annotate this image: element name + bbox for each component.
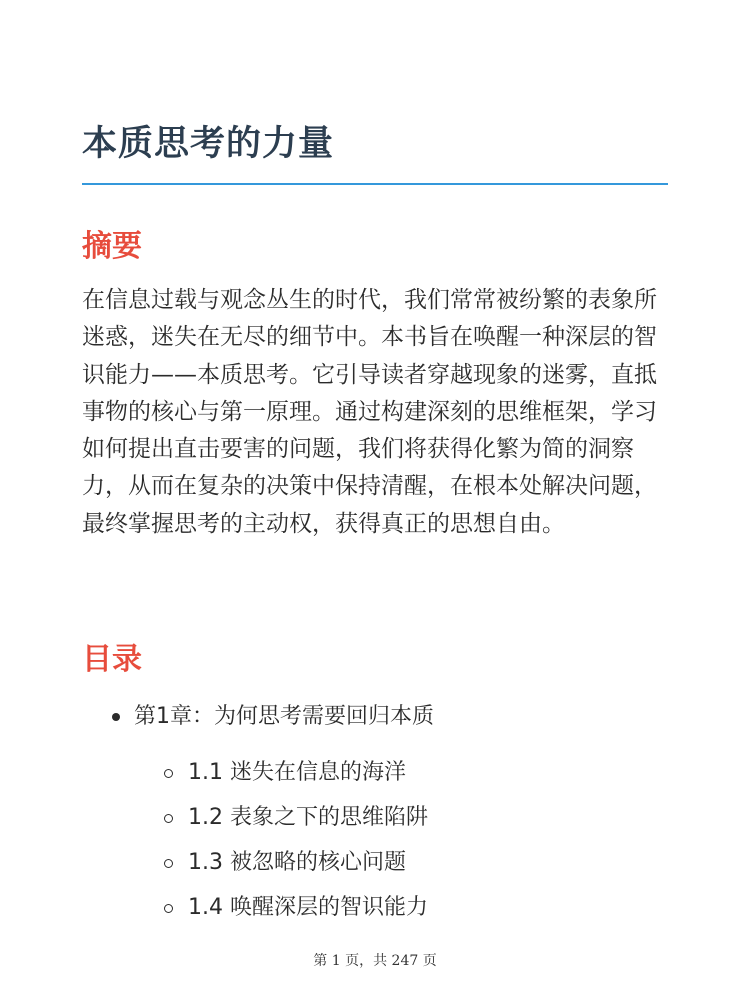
toc-list (82, 700, 668, 920)
toc-section-label[interactable]: 1.4 唤醒深层的智识能力 (188, 895, 428, 920)
circle-bullet-icon (164, 859, 173, 868)
toc-chapter-label[interactable]: 第1章：为何思考需要回归本质 (134, 704, 434, 729)
toc-section-label[interactable]: 1.1 迷失在信息的海洋 (188, 760, 406, 785)
toc-section-item[interactable] (82, 801, 668, 846)
toc-section-item[interactable] (82, 846, 668, 891)
toc-section-item[interactable] (82, 756, 668, 801)
abstract-heading: 摘要 (82, 229, 142, 264)
circle-bullet-icon (164, 814, 173, 823)
toc-section-label[interactable]: 1.3 被忽略的核心问题 (188, 850, 406, 875)
circle-bullet-icon (164, 769, 173, 778)
title-divider (82, 183, 668, 185)
circle-bullet-icon (164, 904, 173, 913)
toc-sublist (82, 756, 668, 936)
bullet-icon (112, 713, 120, 721)
abstract-paragraph: 在信息过载与观念丛生的时代，我们常常被纷繁的表象所迷惑，迷失在无尽的细节中。本书旨在唤醒一种深层的智识能力——本质思考。它引导读者穿越现象的迷雾，直抵事物的核心与第一原理。通过构建深刻的思维框架，学习如何提出直击要害的问题，我们将获得化繁为简的洞察力，从而在复杂的决策中保持清醒，在根本处解决问题，最终掌握思考的主动权，获得真正的思想自由。 (82, 287, 657, 537)
toc-section-label[interactable]: 1.2 表象之下的思维陷阱 (188, 805, 428, 830)
document-title: 本质思考的力量 (82, 124, 335, 164)
toc-chapter-item[interactable] (82, 700, 668, 920)
toc-section-item[interactable] (82, 891, 668, 936)
toc-heading: 目录 (82, 642, 142, 677)
page-footer: 第 1 页，共 247 页 (313, 953, 437, 969)
document-page (82, 0, 668, 1000)
